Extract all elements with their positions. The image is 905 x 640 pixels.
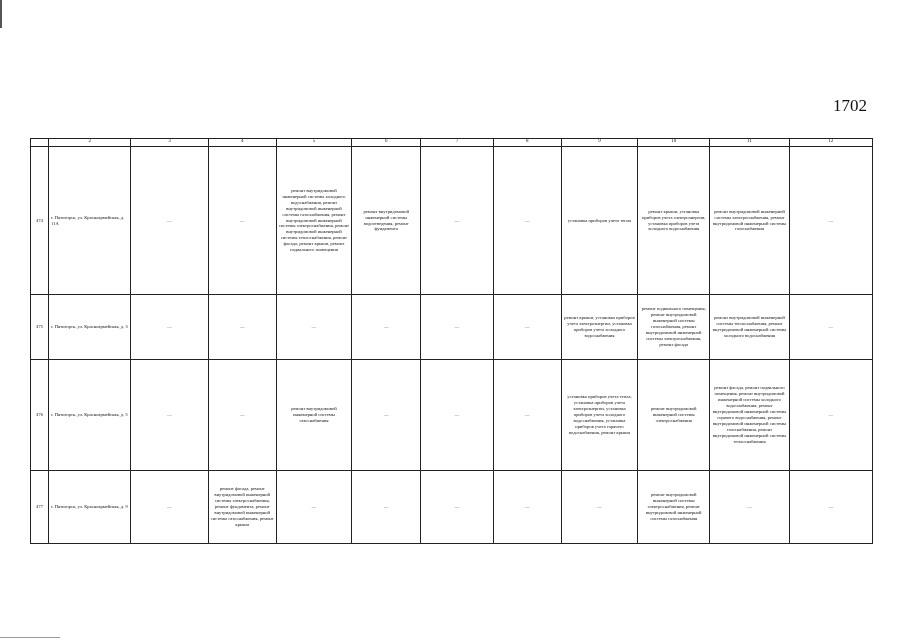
- repair-work-cell: ремонт крыши, установка приборов учета электроэнергии, установка приборов учета холодного водоснабжения: [638, 147, 710, 295]
- repair-schedule-table: [30, 138, 873, 544]
- empty-dash-cell: —: [493, 295, 561, 360]
- address-cell: г. Пятигорск, ул. Красноармейская, д. 5: [49, 360, 131, 471]
- row-number-cell: 474: [31, 147, 49, 295]
- empty-dash-cell: —: [208, 295, 276, 360]
- empty-dash-cell: —: [131, 471, 208, 544]
- column-number-cell: [31, 139, 49, 147]
- empty-dash-cell: —: [352, 471, 421, 544]
- empty-dash-cell: —: [131, 147, 208, 295]
- column-number-cell: 2: [49, 139, 131, 147]
- row-number-cell: 477: [31, 471, 49, 544]
- empty-dash-cell: —: [710, 471, 789, 544]
- scan-edge-line: [0, 637, 60, 638]
- address-cell: г. Пятигорск, ул. Красноармейская, д. 3: [49, 295, 131, 360]
- empty-dash-cell: —: [208, 147, 276, 295]
- repair-work-cell: ремонт внутридомовой инженерной системы электроснабжения: [638, 360, 710, 471]
- empty-dash-cell: —: [421, 360, 493, 471]
- page-number: 1702: [833, 96, 867, 115]
- row-number-cell: 475: [31, 295, 49, 360]
- empty-dash-cell: —: [421, 295, 493, 360]
- table-body: [31, 139, 873, 544]
- address-cell: г. Пятигорск, ул. Красноармейская, д. 11А: [49, 147, 131, 295]
- column-number-cell: 8: [493, 139, 561, 147]
- column-number-cell: 7: [421, 139, 493, 147]
- column-number-cell: 10: [638, 139, 710, 147]
- column-number-row: [31, 139, 873, 147]
- table-row: [31, 147, 873, 295]
- empty-dash-cell: —: [276, 295, 351, 360]
- empty-dash-cell: —: [789, 147, 872, 295]
- column-number-cell: 3: [131, 139, 208, 147]
- table-row: [31, 295, 873, 360]
- column-number-cell: 5: [276, 139, 351, 147]
- empty-dash-cell: —: [493, 147, 561, 295]
- repair-work-cell: ремонт внутридомовой инженерной системы газоснабжения: [276, 360, 351, 471]
- repair-work-cell: ремонт внутридомовой инженерной системы водоотведения, ремонт фундамента: [352, 147, 421, 295]
- scan-edge-mark: [0, 0, 2, 28]
- empty-dash-cell: —: [421, 147, 493, 295]
- column-number-cell: 11: [710, 139, 789, 147]
- repair-work-cell: ремонт внутридомовой инженерной системы электроснабжения, ремонт внутридомовой инженерной системы газоснабжения: [710, 147, 789, 295]
- repair-work-cell: ремонт крыши, установка приборов учета электроэнергии, установка приборов учета холодного водоснабжения: [561, 295, 637, 360]
- empty-dash-cell: —: [789, 295, 872, 360]
- column-number-cell: 6: [352, 139, 421, 147]
- empty-dash-cell: —: [789, 471, 872, 544]
- empty-dash-cell: —: [493, 360, 561, 471]
- repair-work-cell: ремонт внутридомовой инженерной системы холодного водоснабжения, ремонт внутридомовой инженерной системы газоснабжения, ремонт внутридомовой инженерной системы электроснабжения, ремонт внутридомовой инженерной системы теплоснабжения, ремонт фасада, ремонт крыши, ремонт подвального помещения: [276, 147, 351, 295]
- empty-dash-cell: —: [208, 360, 276, 471]
- empty-dash-cell: —: [493, 471, 561, 544]
- repair-work-cell: ремонт внутридомовой инженерной системы электроснабжения, ремонт внутридомовой инженерной системы газоснабжения: [638, 471, 710, 544]
- empty-dash-cell: —: [131, 295, 208, 360]
- empty-dash-cell: —: [352, 295, 421, 360]
- row-number-cell: 476: [31, 360, 49, 471]
- repair-work-cell: ремонт фасада, ремонт подвального помещения, ремонт внутридомовой инженерной системы холодного водоснабжения, ремонт внутридомовой инженерной системы горячего водоснабжения, ремонт внутридомовой инженерной системы газоснабжения, ремонт внутридомовой инженерной системы теплоснабжения: [710, 360, 789, 471]
- empty-dash-cell: —: [131, 360, 208, 471]
- column-number-cell: 12: [789, 139, 872, 147]
- empty-dash-cell: —: [421, 471, 493, 544]
- repair-work-cell: установка приборов учета тепла, установка приборов учета электроэнергии, установка приборов учета холодного водоснабжения, установка приборов учета горячего водоснабжения, ремонт крыши: [561, 360, 637, 471]
- empty-dash-cell: —: [276, 471, 351, 544]
- empty-dash-cell: —: [789, 360, 872, 471]
- repair-work-cell: ремонт внутридомовой инженерной системы теплоснабжения, ремонт внутридомовой инженерной системы холодного водоснабжения: [710, 295, 789, 360]
- address-cell: г. Пятигорск, ул. Красноармейская, д. 9: [49, 471, 131, 544]
- repair-work-cell: ремонт подвального помещения, ремонт внутридомовой инженерной системы газоснабжения, ремонт внутридомовой инженерной системы электроснабжения, ремонт фасада: [638, 295, 710, 360]
- column-number-cell: 4: [208, 139, 276, 147]
- empty-dash-cell: —: [352, 360, 421, 471]
- repair-work-cell: ремонт фасада, ремонт внутридомовой инженерной системы электроснабжения, ремонт фундамента, ремонт внутридомовой инженерной системы газоснабжения, ремонт крыши: [208, 471, 276, 544]
- empty-dash-cell: —: [561, 471, 637, 544]
- column-number-cell: 9: [561, 139, 637, 147]
- repair-work-cell: установка приборов учета тепла: [561, 147, 637, 295]
- table-row: [31, 471, 873, 544]
- table-row: [31, 360, 873, 471]
